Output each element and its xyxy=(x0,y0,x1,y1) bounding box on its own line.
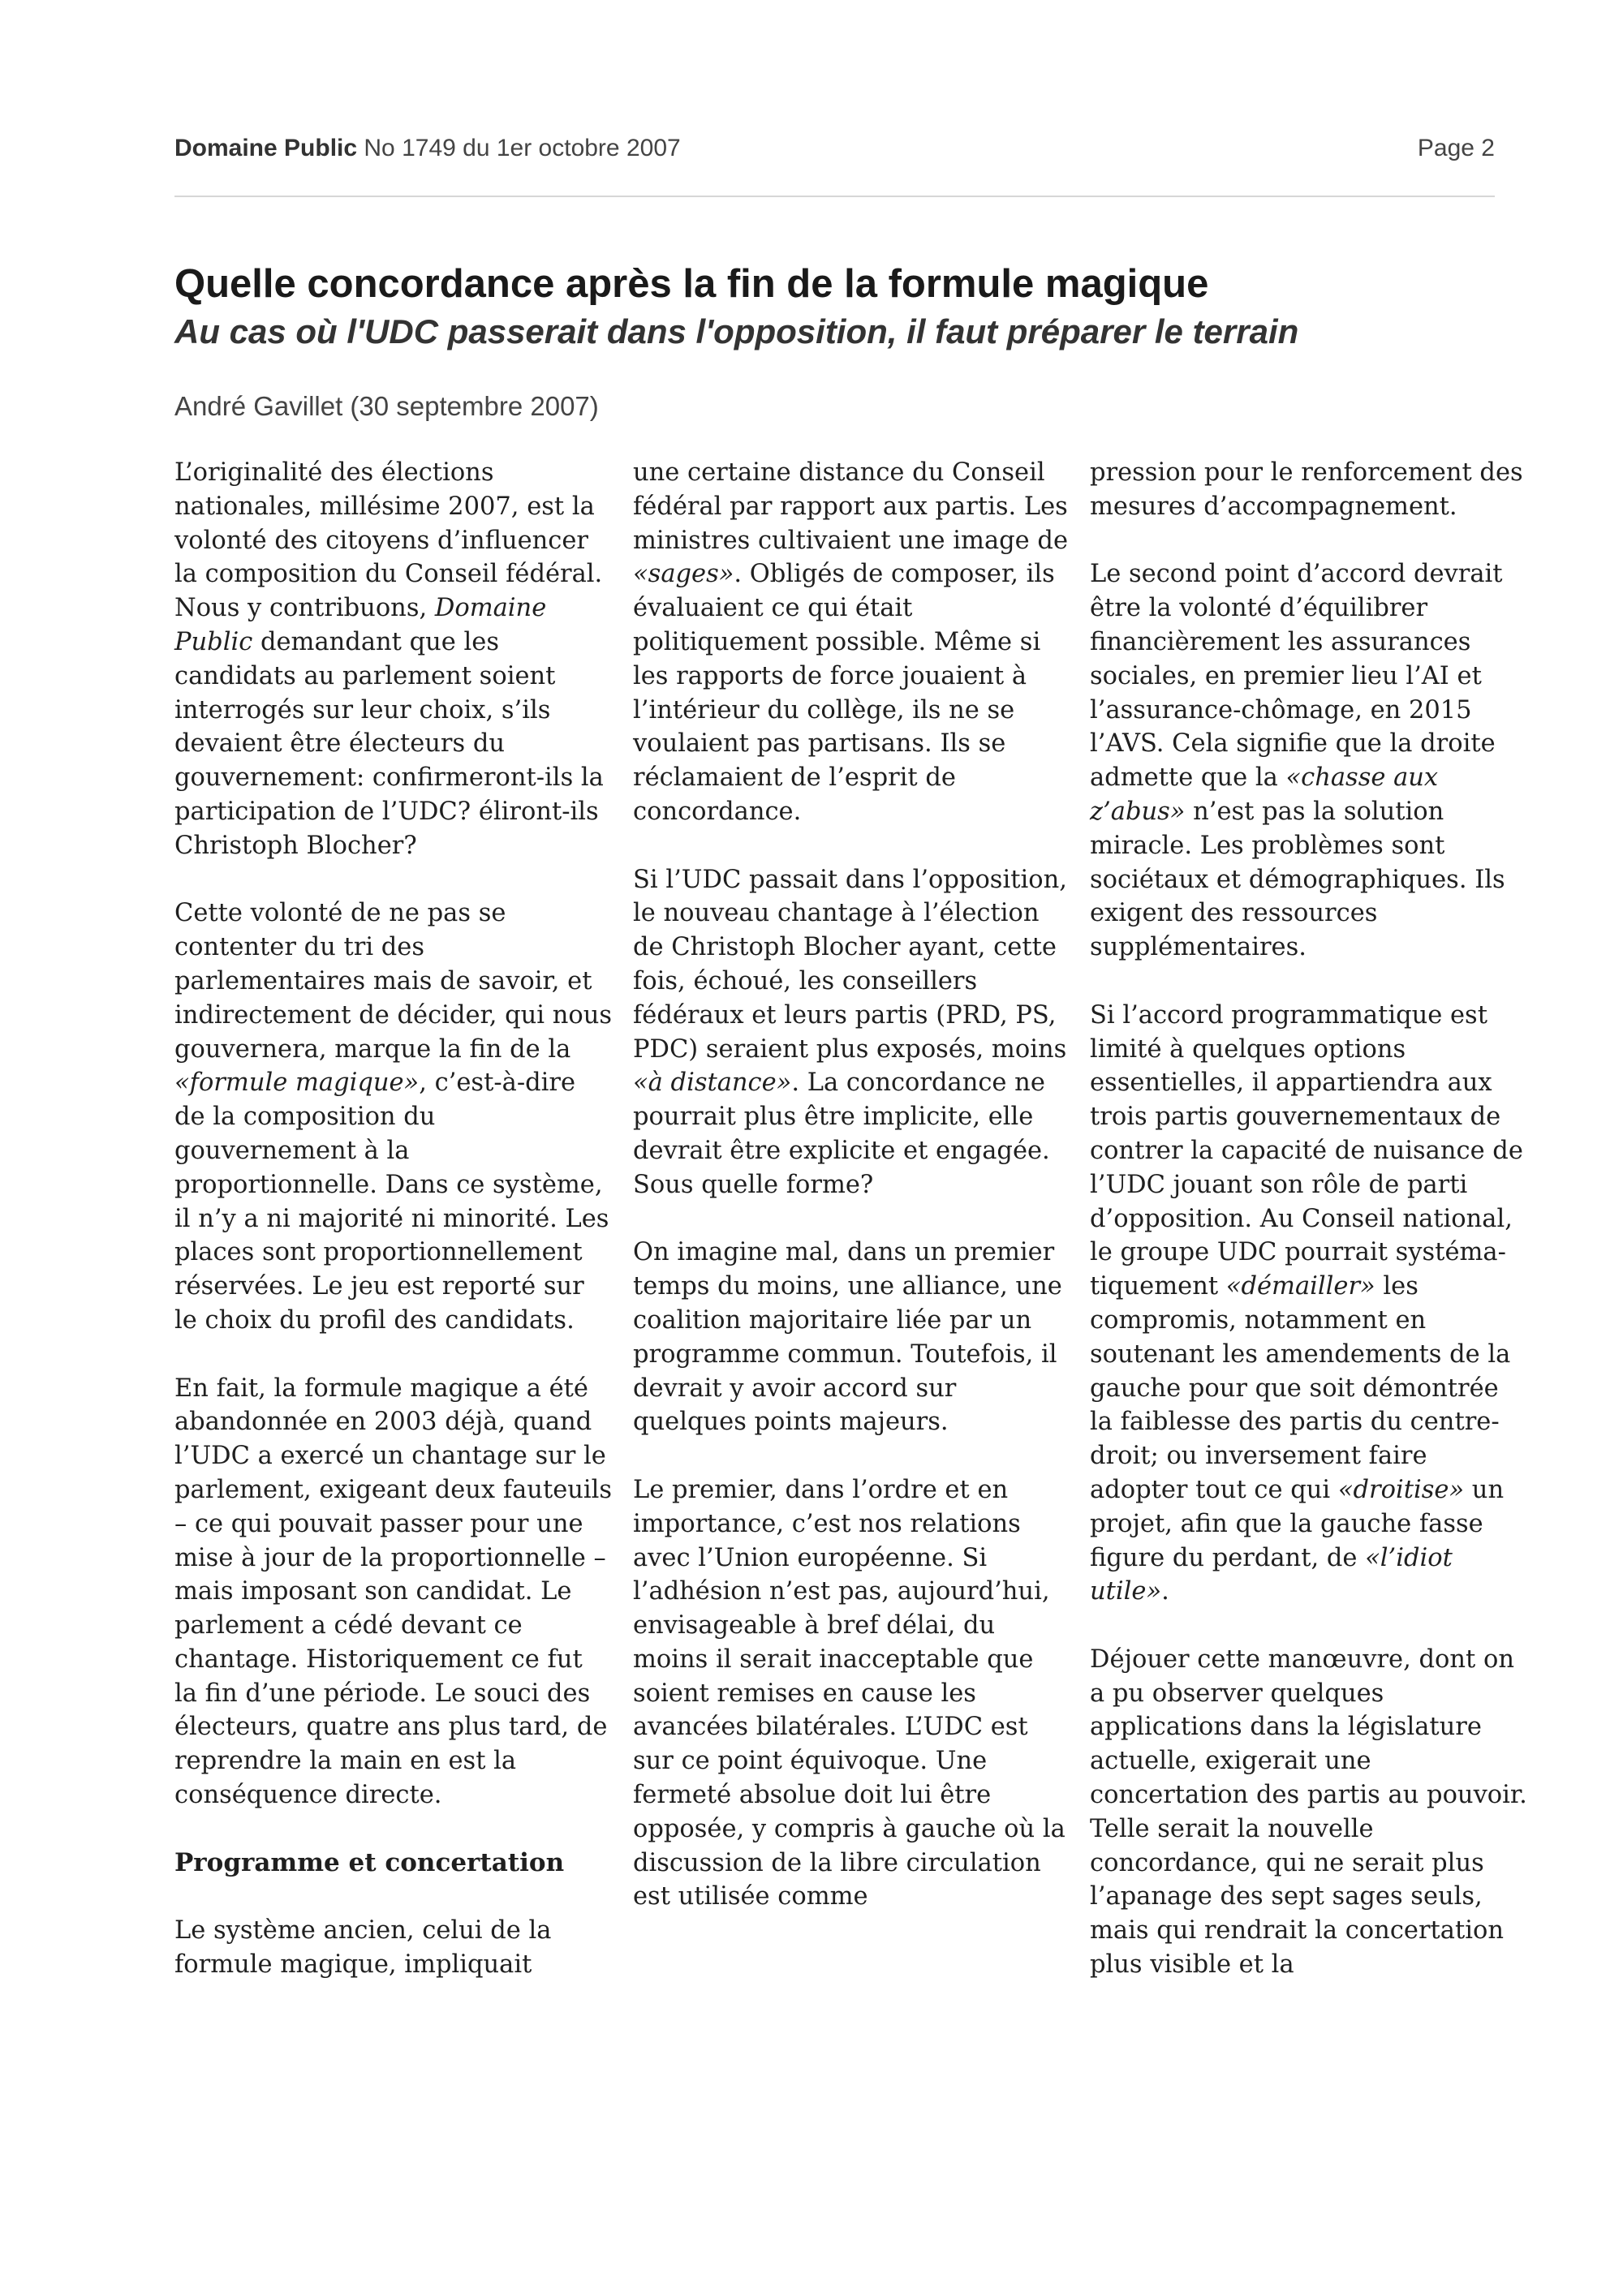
paragraph: Le second point d’accord devrait être la volonté d’équilibrer financièrement les assurances sociales, en premier lieu l’AI et l’assurance-chômage, en 2015 l’AVS. Cela signifie que la droite admette que la «chasse aux z’abus» n’est pas la solution miracle. Les problèmes sont sociétaux et démographiques. Ils exigent des ressources supplémentaires. xyxy=(1090,560,1505,962)
paragraph: Si l’accord programmatique est limité à quelques options essentielles, il appartiendra aux trois partis gouvernementaux de contrer la capacité de nuisance de l’UDC jouant son rôle de parti d’opposition. Au Conseil national, le groupe UDC pourrait systéma-tiquement «démailler» les compromis, notamment en soutenant les amendements de la gauche pour que soit démontrée la faiblesse des partis du centre-droit; ou inversement faire adopter tout ce qui «droitise» un projet, afin que la gauche fasse figure du perdant, de «l’idiot utile». xyxy=(1090,1000,1523,1606)
publication-name: Domaine Public xyxy=(174,135,358,161)
page-header xyxy=(174,135,1495,170)
paragraph: Cette volonté de ne pas se contenter du tri des parlementaires mais de savoir, et indirectement de décider, qui nous gouvernera, marque la fin de la «formule magique», c’est-à-dire de la composition du gouvernement à la proportionnelle. Dans ce système, il n’y a ni majorité ni minorité. Les places sont proportionnellement réservées. Le jeu est reporté sur le choix du profil des candidats. xyxy=(174,899,613,1335)
text-column-2 xyxy=(633,456,1071,1914)
paragraph: On imagine mal, dans un premier temps du moins, une alliance, une coalition majoritaire liée par un programme commun. Toutefois, il devrait y avoir accord sur quelques points majeurs. xyxy=(633,1238,1062,1437)
page-number: Page 2 xyxy=(1417,135,1495,161)
paragraph: une certaine distance du Conseil fédéral par rapport aux partis. Les ministres cultivaient une image de «sages». Obligés de composer, ils évaluaient ce qui était politiquement possible. Même si les rapports de force jouaient à l’intérieur du collège, ils ne se voulaient pas partisans. Ils se réclamaient de l’esprit de concordance. xyxy=(633,458,1068,826)
article-byline: André Gavillet (30 septembre 2007) xyxy=(174,391,599,421)
issue-info: No 1749 du 1er octobre 2007 xyxy=(364,135,681,161)
paragraph: En fait, la formule magique a été abandonnée en 2003 déjà, quand l’UDC a exercé un chantage sur le parlement, exigeant deux fauteuils – ce qui pouvait passer pour une mise à jour de la proportionnelle – mais imposant son candidat. Le parlement a cédé devant ce chantage. Historiquement ce fut la fin d’une période. Le souci des électeurs, quatre ans plus tard, de reprendre la main en est la conséquence directe. xyxy=(174,1374,613,1810)
paragraph: Déjouer cette manœuvre, dont on a pu observer quelques applications dans la législature actuelle, exigerait une concertation des partis au pouvoir. Telle serait la nouvelle concordance, qui ne serait plus l’apanage des sept sages seuls, mais qui rendrait la concertation plus visible et la xyxy=(1090,1645,1527,1980)
header-divider xyxy=(174,196,1495,197)
paragraph: Le premier, dans l’ordre et en importance, c’est nos relations avec l’Union européenne. Si l’adhésion n’est pas, aujourd’hui, envisageable à bref délai, du moins il serait inacceptable que soient remises en cause les avancées bilatérales. L’UDC est sur ce point équivoque. Une fermeté absolue doit lui être opposée, y compris à gauche où la discussion de la libre circulation est utilisée comme xyxy=(633,1475,1065,1911)
section-heading: Programme et concertation xyxy=(174,1847,565,1877)
text-column-1 xyxy=(174,456,613,1982)
article-title: Quelle concordance après la fin de la formule magique xyxy=(174,262,1209,306)
paragraph: Si l’UDC passait dans l’opposition, le nouveau chantage à l’élection de Christoph Blocher ayant, cette fois, échoué, les conseillers fédéraux et leurs partis (PRD, PS, PDC) seraient plus exposés, moins «à distance». La concordance ne pourrait plus être implicite, elle devrait être explicite et engagée. Sous quelle forme? xyxy=(633,865,1067,1199)
paragraph: L’originalité des élections nationales, millésime 2007, est la volonté des citoyens d’influencer la composition du Conseil fédéral. Nous y contribuons, Domaine Public demandant que les candidats au parlement soient interrogés sur leur choix, s’ils devaient être électeurs du gouvernement: confirmeront-ils la participation de l’UDC? éliront-ils Christoph Blocher? xyxy=(174,458,604,860)
article-subtitle: Au cas où l'UDC passerait dans l'opposition, il faut préparer le terrain xyxy=(174,312,1299,350)
paragraph: Le système ancien, celui de la formule magique, impliquait xyxy=(174,1916,552,1980)
paragraph: pression pour le renforcement des mesures d’accompagnement. xyxy=(1090,458,1523,521)
text-column-3 xyxy=(1090,456,1528,1982)
